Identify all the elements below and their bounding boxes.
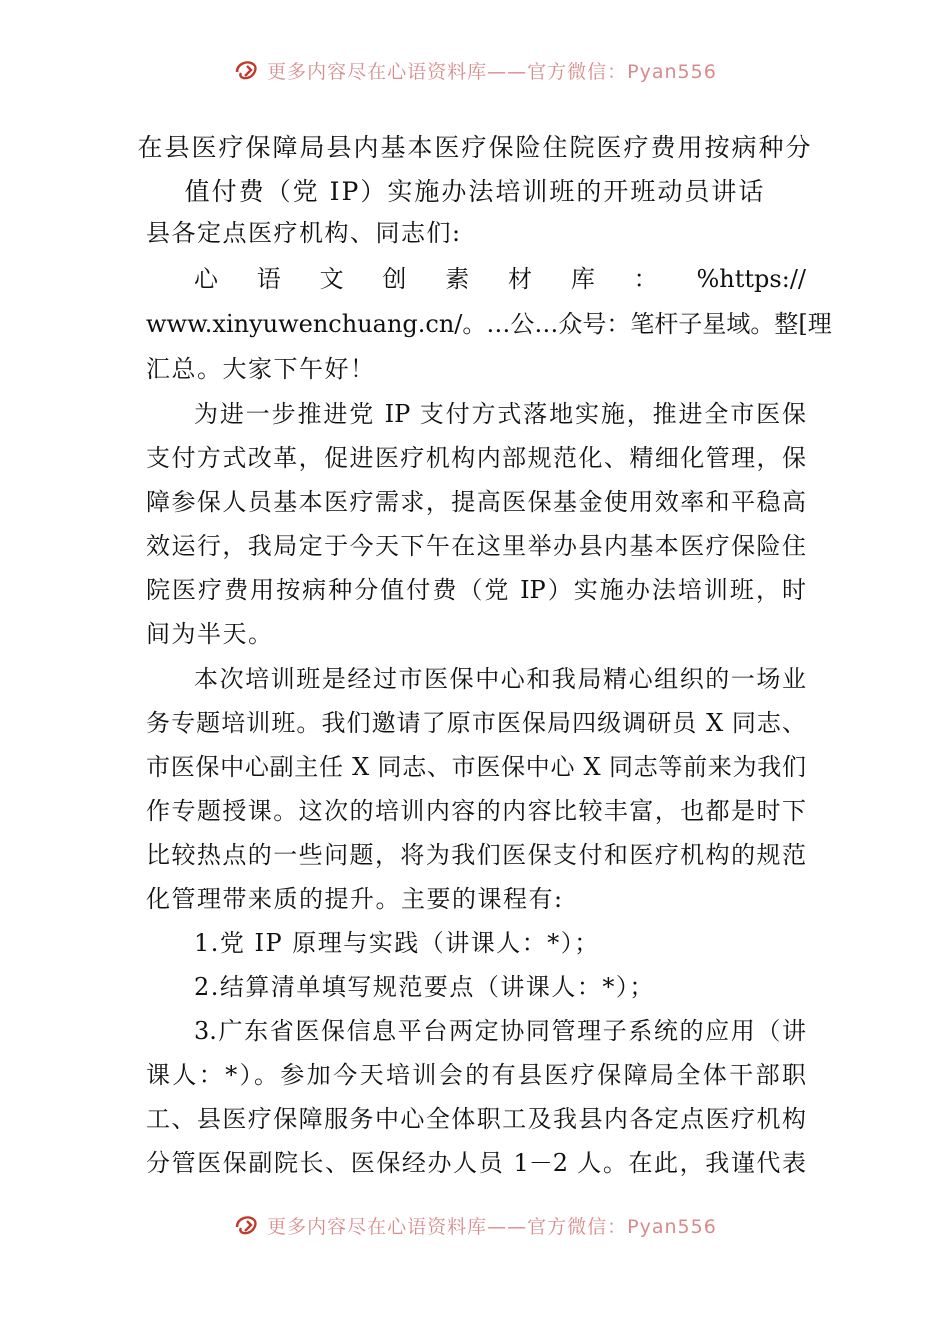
banner-text: 更多内容尽在心语资料库——官方微信：Pyan556 — [267, 60, 717, 83]
source-url-line: www.xinyuwenchuang.cn/。…公…众号：笔杆子星域。整[理 — [146, 310, 832, 338]
logo-icon — [233, 1211, 261, 1239]
source-line: 心 语 文 创 素 材 库 ： %https:// — [194, 265, 806, 293]
paragraph-line: 分管医保副院长、医保经办人员 1－2 人。在此，我谨代表 — [146, 1149, 806, 1177]
paragraph-line: 间为半天。 — [146, 620, 274, 648]
watermark-banner-bottom — [0, 1210, 950, 1240]
paragraph-line: 化管理带来质的提升。主要的课程有: — [146, 885, 564, 913]
paragraph-line: 课人：*）。参加今天培训会的有县医疗保障局全体干部职 — [146, 1061, 806, 1089]
paragraph-line: 为进一步推进党 IP 支付方式落地实施，推进全市医保 — [194, 400, 806, 428]
paragraph-line: 比较热点的一些问题，将为我们医保支付和医疗机构的规范 — [146, 841, 806, 869]
course-item-1: 1.党 IP 原理与实践（讲课人：*）； — [194, 929, 600, 957]
course-item-3: 3.广东省医保信息平台两定协同管理子系统的应用（讲 — [194, 1017, 806, 1045]
salutation: 县各定点医疗机构、同志们: — [146, 219, 462, 247]
greeting-line: 汇总。大家下午好！ — [146, 355, 376, 383]
paragraph-line: 效运行，我局定于今天下午在这里举办县内基本医疗保险住 — [146, 532, 806, 560]
paragraph-line: 务专题培训班。我们邀请了原市医保局四级调研员 X 同志、 — [146, 709, 806, 737]
paragraph-line: 工、县医疗保障服务中心全体职工及我县内各定点医疗机构 — [146, 1105, 806, 1133]
course-item-2: 2.结算清单填写规范要点（讲课人：*）； — [194, 973, 655, 1001]
paragraph-line: 院医疗费用按病种分值付费（党 IP）实施办法培训班，时 — [146, 576, 806, 604]
paragraph-line: 障参保人员基本医疗需求，提高医保基金使用效率和平稳高 — [146, 488, 806, 516]
title-line-1: 在县医疗保障局县内基本医疗保险住院医疗费用按病种分 — [137, 133, 813, 162]
paragraph-line: 支付方式改革，促进医疗机构内部规范化、精细化管理，保 — [146, 444, 806, 472]
banner-text: 更多内容尽在心语资料库——官方微信：Pyan556 — [267, 1215, 717, 1238]
logo-icon — [233, 56, 261, 84]
paragraph-line: 本次培训班是经过市医保中心和我局精心组织的一场业 — [194, 665, 806, 693]
paragraph-line: 市医保中心副主任 X 同志、市医保中心 X 同志等前来为我们 — [146, 753, 806, 781]
watermark-banner-top — [0, 55, 950, 85]
title-line-2: 值付费（党 IP）实施办法培训班的开班动员讲话 — [184, 177, 766, 206]
paragraph-line: 作专题授课。这次的培训内容的内容比较丰富，也都是时下 — [146, 797, 806, 825]
